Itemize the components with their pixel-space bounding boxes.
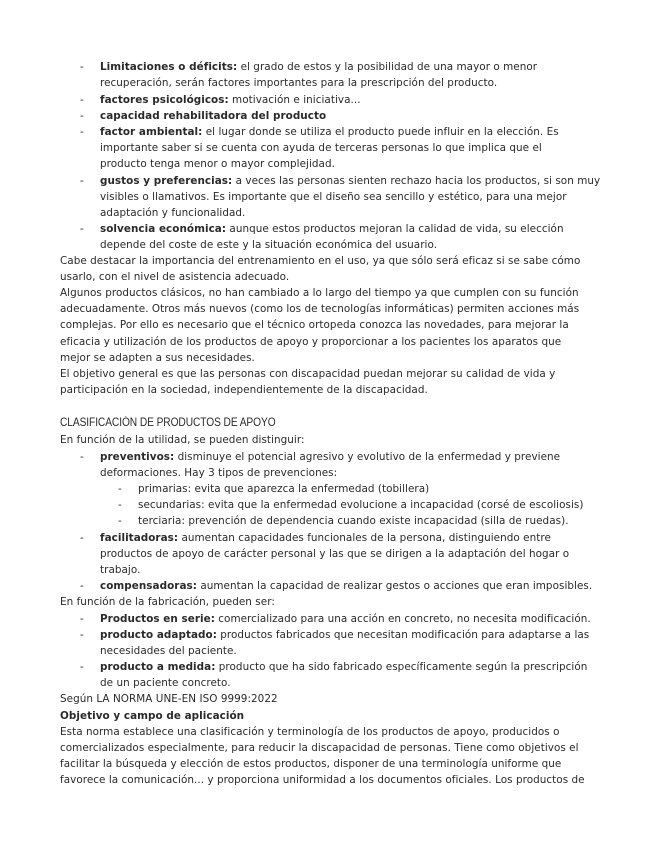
list-item-gustos: gustos y preferencias: a veces las personas sienten rechazo hacia los productos, si son muy (100, 175, 601, 187)
list-item-text: productos de apoyo de carácter personal y las que se dirigen a la adaptación del hogar o (100, 548, 570, 560)
item-term: facilitadoras: (100, 532, 179, 544)
item-term: solvencia económica: (100, 223, 227, 235)
sublist-dash: - (118, 483, 122, 495)
list-dash: - (80, 629, 84, 641)
list-item-capacidad (100, 109, 326, 124)
paragraph-line: En función de la fabricación, pueden ser: (60, 596, 275, 608)
list-item-text: adaptación y funcionalidad. (100, 207, 246, 219)
item-term: factor ambiental: (100, 126, 203, 138)
subsection-title: Objetivo y campo de aplicación (60, 710, 245, 722)
list-dash: - (80, 175, 84, 187)
list-item-text: producto tenga menor o mayor complejidad. (100, 158, 335, 170)
list-dash: - (80, 661, 84, 673)
list-item-text: importante saber si se cuenta con ayuda de terceras personas lo que implica que el (100, 142, 542, 154)
list-item-psicologicos: factores psicológicos: motivación e iniciativa... (100, 94, 361, 106)
item-term: gustos y preferencias: (100, 175, 233, 187)
paragraph-line: Cabe destacar la importancia del entrenamiento en el uso, ya que sólo será eficaz si se sabe cómo (60, 255, 581, 267)
sublist-item: primarias: evita que aparezca la enfermedad (tobillera) (138, 483, 430, 495)
item-term: compensadoras: (100, 580, 197, 592)
list-dash: - (80, 223, 84, 235)
list-dash: - (80, 61, 84, 73)
paragraph-line: El objetivo general es que las personas con discapacidad puedan mejorar su calidad de vida y (60, 368, 556, 380)
list-item-text: deformaciones. Hay 3 tipos de prevenciones: (100, 467, 338, 479)
list-item-text: recuperación, serán factores importantes para la prescripción del producto. (100, 77, 498, 89)
paragraph-line: complejas. Por ello es necesario que el técnico ortopeda conozca las novedades, para mejorar la (60, 319, 569, 331)
list-item-ambiental: factor ambiental: el lugar donde se utiliza el producto puede influir en la elección. Es (100, 126, 559, 138)
list-item-limitaciones: Limitaciones o déficits: el grado de estos y la posibilidad de una mayor o menor (100, 61, 538, 73)
section-heading: CLASIFICACIÓN DE PRODUCTOS DE APOYO (60, 416, 276, 429)
list-item-serie: Productos en serie: comercializado para una acción en concreto, no necesita modificación. (100, 613, 591, 625)
list-item-text: depende del coste de este y la situación económica del usuario. (100, 239, 438, 251)
list-item-preventivos: preventivos: disminuye el potencial agresivo y evolutivo de la enfermedad y previene (100, 451, 561, 463)
item-term: preventivos: (100, 451, 175, 463)
norma-reference: Según LA NORMA UNE-EN ISO 9999:2022 (60, 693, 278, 705)
list-dash: - (80, 580, 84, 592)
list-item-solvencia: solvencia económica: aunque estos productos mejoran la calidad de vida, su elección (100, 223, 564, 235)
list-dash: - (80, 613, 84, 625)
sublist-dash: - (118, 499, 122, 511)
item-term: factores psicológicos: (100, 94, 229, 106)
list-item-facilitadoras: facilitadoras: aumentan capacidades funcionales de la persona, distinguiendo entre (100, 532, 551, 544)
item-term: Limitaciones o déficits: (100, 61, 238, 73)
list-item-text: de un paciente concreto. (100, 677, 231, 689)
paragraph-line: facilitar la búsqueda y elección de estos productos, disponer de una terminología uniforme que (60, 758, 562, 770)
sublist-dash: - (118, 515, 122, 527)
list-item-compensadoras: compensadoras: aumentan la capacidad de realizar gestos o acciones que eran imposibles. (100, 580, 593, 592)
paragraph-line: usarlo, con el nivel de asistencia adecuado. (60, 271, 290, 283)
paragraph-line: participación en la sociedad, independientemente de la discapacidad. (60, 384, 428, 396)
paragraph-line: adecuadamente. Otros más nuevos (como los de tecnologías informáticas) permiten acciones más (60, 303, 580, 315)
paragraph-line: Algunos productos clásicos, no han cambiado a lo largo del tiempo ya que cumplen con su función (60, 287, 579, 299)
item-term: producto adaptado: (100, 629, 217, 641)
sublist-item: secundarias: evita que la enfermedad evolucione a incapacidad (corsé de escoliosis) (138, 499, 584, 511)
list-item-text: trabajo. (100, 564, 141, 576)
paragraph-line: En función de la utilidad, se pueden distinguir: (60, 434, 305, 446)
list-dash: - (80, 126, 84, 138)
list-dash: - (80, 451, 84, 463)
item-term: producto a medida: (100, 661, 216, 673)
paragraph-line: Esta norma establece una clasificación y terminología de los productos de apoyo, producidos o (60, 726, 560, 738)
list-item-text: visibles o llamativos. Es importante que el diseño sea sencillo y estético, para una mejor (100, 191, 567, 203)
paragraph-line: comercializados especialmente, para reducir la discapacidad de personas. Tiene como objetivos el (60, 742, 579, 754)
item-term: capacidad rehabilitadora del producto (100, 110, 327, 122)
paragraph-line: mejor se adapten a sus necesidades. (60, 352, 255, 364)
paragraph-line: favorece la comunicación... y proporciona uniformidad a los documentos oficiales. Los productos de (60, 774, 585, 786)
item-term: Productos en serie: (100, 613, 215, 625)
sublist-item: terciaria: prevención de dependencia cuando existe incapacidad (silla de ruedas). (138, 515, 569, 527)
list-dash: - (80, 94, 84, 106)
list-dash: - (80, 110, 84, 122)
list-item-text: necesidades del paciente. (100, 645, 237, 657)
list-dash: - (80, 532, 84, 544)
paragraph-line: eficacia y utilización de los productos de apoyo y proporcionar a los pacientes los aparatos que (60, 336, 562, 348)
list-item-adaptado: producto adaptado: productos fabricados que necesitan modificación para adaptarse a las (100, 629, 590, 641)
list-item-medida: producto a medida: producto que ha sido fabricado específicamente según la prescripción (100, 661, 588, 673)
